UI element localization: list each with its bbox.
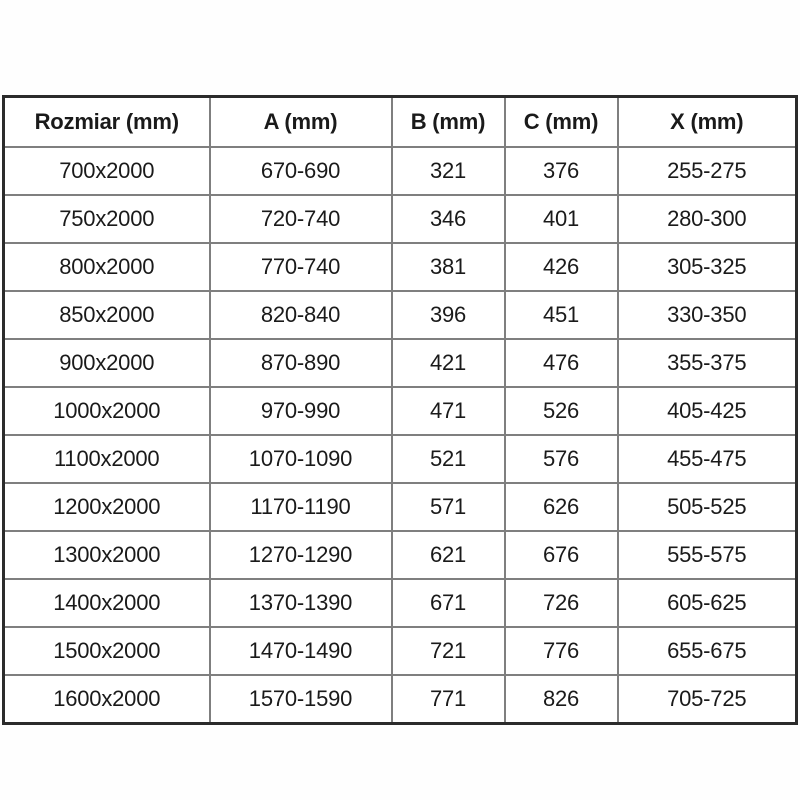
table-row bbox=[4, 435, 797, 483]
table-cell: 820-840 bbox=[210, 291, 392, 339]
table-cell: 280-300 bbox=[618, 195, 797, 243]
table-cell: 571 bbox=[392, 483, 505, 531]
table-cell: 900x2000 bbox=[4, 339, 210, 387]
table-cell: 826 bbox=[505, 675, 618, 724]
column-header: C (mm) bbox=[505, 97, 618, 148]
table-cell: 800x2000 bbox=[4, 243, 210, 291]
table-cell: 870-890 bbox=[210, 339, 392, 387]
table-cell: 471 bbox=[392, 387, 505, 435]
table-cell: 750x2000 bbox=[4, 195, 210, 243]
table-cell: 670-690 bbox=[210, 147, 392, 195]
table-cell: 1170-1190 bbox=[210, 483, 392, 531]
table-cell: 1200x2000 bbox=[4, 483, 210, 531]
table-cell: 726 bbox=[505, 579, 618, 627]
table-cell: 1570-1590 bbox=[210, 675, 392, 724]
column-header: A (mm) bbox=[210, 97, 392, 148]
table-cell: 405-425 bbox=[618, 387, 797, 435]
table-cell: 455-475 bbox=[618, 435, 797, 483]
table-cell: 1470-1490 bbox=[210, 627, 392, 675]
table-cell: 346 bbox=[392, 195, 505, 243]
table-row bbox=[4, 243, 797, 291]
table-cell: 605-625 bbox=[618, 579, 797, 627]
table-cell: 426 bbox=[505, 243, 618, 291]
table-cell: 676 bbox=[505, 531, 618, 579]
table-cell: 671 bbox=[392, 579, 505, 627]
table-cell: 626 bbox=[505, 483, 618, 531]
table-cell: 770-740 bbox=[210, 243, 392, 291]
table-cell: 1100x2000 bbox=[4, 435, 210, 483]
table-cell: 1300x2000 bbox=[4, 531, 210, 579]
table-cell: 576 bbox=[505, 435, 618, 483]
table-cell: 1600x2000 bbox=[4, 675, 210, 724]
header-row bbox=[4, 97, 797, 148]
table-row bbox=[4, 483, 797, 531]
table-row bbox=[4, 387, 797, 435]
table-cell: 1500x2000 bbox=[4, 627, 210, 675]
table-cell: 655-675 bbox=[618, 627, 797, 675]
table-cell: 850x2000 bbox=[4, 291, 210, 339]
size-chart-table bbox=[2, 95, 798, 725]
table-cell: 621 bbox=[392, 531, 505, 579]
table-cell: 355-375 bbox=[618, 339, 797, 387]
table-row bbox=[4, 339, 797, 387]
table-row bbox=[4, 579, 797, 627]
table-cell: 376 bbox=[505, 147, 618, 195]
table-cell: 705-725 bbox=[618, 675, 797, 724]
table-cell: 720-740 bbox=[210, 195, 392, 243]
table-cell: 396 bbox=[392, 291, 505, 339]
table-row bbox=[4, 627, 797, 675]
table-cell: 421 bbox=[392, 339, 505, 387]
table-row bbox=[4, 531, 797, 579]
table-cell: 305-325 bbox=[618, 243, 797, 291]
column-header: X (mm) bbox=[618, 97, 797, 148]
column-header: Rozmiar (mm) bbox=[4, 97, 210, 148]
table-cell: 776 bbox=[505, 627, 618, 675]
table-cell: 700x2000 bbox=[4, 147, 210, 195]
table-cell: 721 bbox=[392, 627, 505, 675]
table-row bbox=[4, 195, 797, 243]
table-cell: 401 bbox=[505, 195, 618, 243]
table-cell: 526 bbox=[505, 387, 618, 435]
table-cell: 1070-1090 bbox=[210, 435, 392, 483]
table-cell: 771 bbox=[392, 675, 505, 724]
table-cell: 330-350 bbox=[618, 291, 797, 339]
table-cell: 505-525 bbox=[618, 483, 797, 531]
table-row bbox=[4, 147, 797, 195]
table-row bbox=[4, 291, 797, 339]
table-cell: 381 bbox=[392, 243, 505, 291]
table-cell: 476 bbox=[505, 339, 618, 387]
table-row bbox=[4, 675, 797, 724]
table-cell: 555-575 bbox=[618, 531, 797, 579]
table-cell: 1370-1390 bbox=[210, 579, 392, 627]
table-body bbox=[4, 147, 797, 724]
column-header: B (mm) bbox=[392, 97, 505, 148]
table-cell: 521 bbox=[392, 435, 505, 483]
table-cell: 1400x2000 bbox=[4, 579, 210, 627]
table-cell: 970-990 bbox=[210, 387, 392, 435]
table-cell: 321 bbox=[392, 147, 505, 195]
table-cell: 1270-1290 bbox=[210, 531, 392, 579]
table-cell: 1000x2000 bbox=[4, 387, 210, 435]
table-cell: 255-275 bbox=[618, 147, 797, 195]
table-cell: 451 bbox=[505, 291, 618, 339]
